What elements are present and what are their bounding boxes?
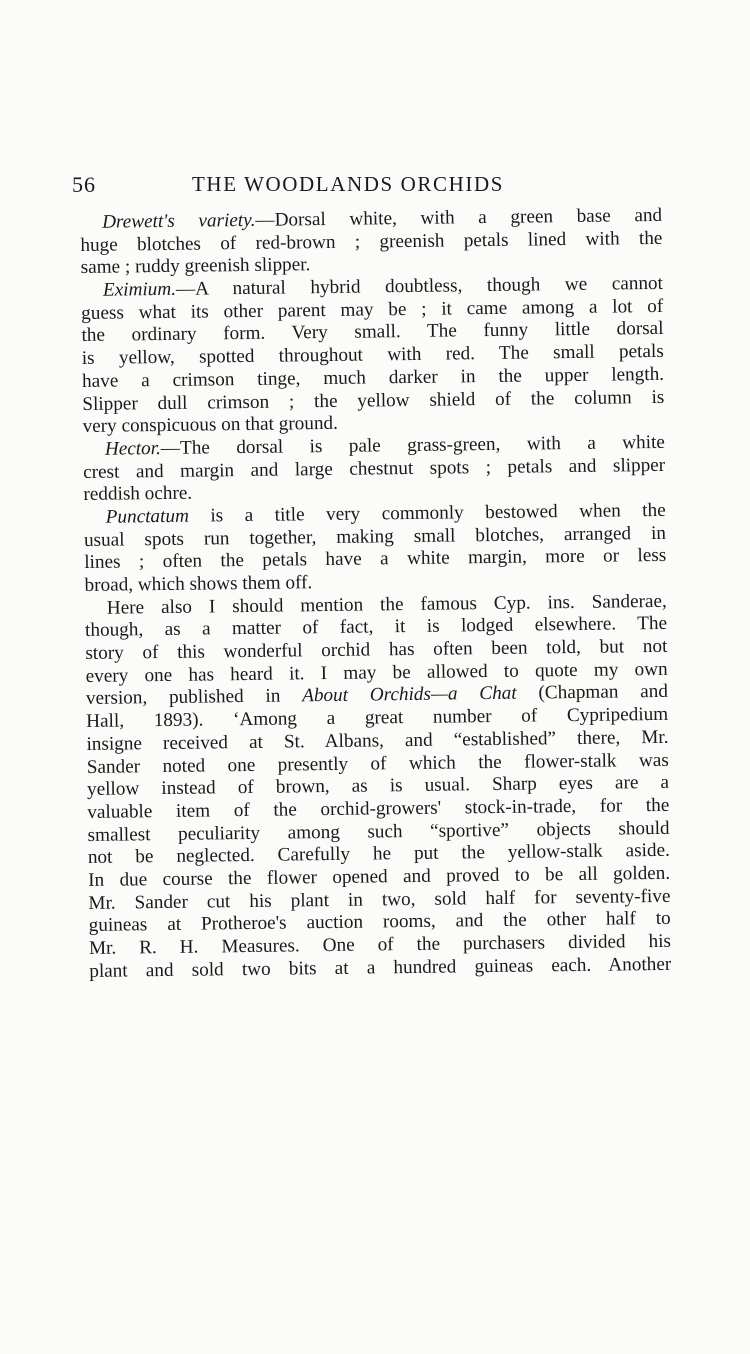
page-header — [72, 172, 672, 208]
text-line: very conspicuous on that ground. — [82, 413, 338, 438]
text-line: insigne received at St. Albans, and “established” there, Mr. — [86, 726, 669, 755]
text-line: same ; ruddy greenish slipper. — [80, 254, 311, 279]
text-line: Mr. R. H. Measures. One of the purchasers divided his — [88, 930, 672, 959]
text-line: crest and margin and large chestnut spots ; petals and slipper — [83, 454, 666, 483]
running-head: THE WOODLANDS ORCHIDS — [192, 172, 505, 196]
text-line: In due course the flower opened and proved to be all golden. — [88, 862, 671, 891]
italic-term: Eximium. — [102, 278, 177, 301]
text-line: Slipper dull crimson ; the yellow shield of the column is — [82, 386, 665, 415]
text-line: reddish ochre. — [83, 482, 193, 506]
italic-term: Punctatum — [105, 505, 189, 528]
text-line: is yellow, spotted throughout with red. The small petals — [81, 341, 664, 370]
text-line: valuable item of the orchid-growers' stock-in-trade, for the — [87, 794, 670, 823]
text-line: story of this wonderful orchid has often been told, but not — [85, 635, 668, 665]
text-line: every one has heard it. I may be allowed to quote my own — [85, 658, 668, 687]
text-line: not be neglected. Carefully he put the yellow-stalk aside. — [87, 840, 670, 869]
text-line: Punctatum is a title very commonly bestowed when the — [105, 499, 666, 528]
text-line: broad, which shows them off. — [84, 572, 313, 596]
italic-title: About Orchids—a Chat — [302, 683, 517, 707]
text-line: Drewett's variety.—Dorsal white, with a green base and — [101, 204, 663, 233]
text-line: have a crimson tinge, much darker in the upper length. — [81, 363, 665, 392]
text-line: yellow instead of brown, as is usual. Sharp eyes are a — [86, 772, 670, 801]
text-line: the ordinary form. Very small. The funny little dorsal — [81, 318, 664, 347]
text-line: Sander noted one presently of which the flower-stalk was — [86, 749, 669, 778]
page-number: 56 — [72, 172, 96, 197]
italic-term: Hector. — [104, 437, 161, 460]
text-line: Hall, 1893). ‘Among a great number of Cypripedium — [86, 703, 669, 733]
text-line: Mr. Sander cut his plant in two, sold half for seventy-five — [88, 885, 671, 914]
text-line: guineas at Protheroe's auction rooms, and the other half to — [88, 908, 671, 937]
text-line: guess what its other parent may be ; it came among a lot of — [81, 295, 664, 324]
italic-term: Drewett's variety. — [101, 209, 256, 233]
text-line: though, as a matter of fact, it is lodged elsewhere. The — [84, 613, 668, 642]
text-line: smallest peculiarity among such “sportive” objects should — [87, 817, 670, 846]
text-line: usual spots run together, making small blotches, arranged in — [83, 522, 667, 551]
text-line: Eximium.—A natural hybrid doubtless, though we cannot — [102, 272, 664, 301]
text-line: huge blotches of red-brown ; greenish petals lined with the — [80, 227, 663, 256]
body-text — [80, 205, 671, 983]
text-line: plant and sold two bits at a hundred guineas each. Another — [89, 953, 672, 982]
text-line: version, published in About Orchids—a Chat (Chapman and — [85, 681, 669, 710]
text-line: lines ; often the petals have a white margin, more or less — [84, 545, 667, 574]
text-line: Hector.—The dorsal is pale grass-green, with a white — [104, 431, 665, 460]
text-line: Here also I should mention the famous Cyp. ins. Sanderae, — [106, 590, 667, 619]
